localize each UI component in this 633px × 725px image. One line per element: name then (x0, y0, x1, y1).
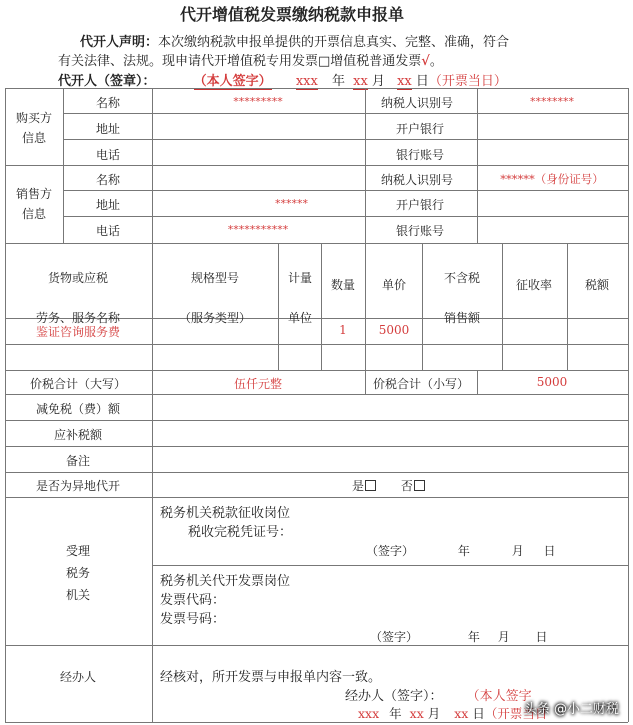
signer-line (58, 70, 507, 89)
watermark-text: 头条 @小二财税 (523, 702, 619, 717)
buyer-taxid-value: ******** (530, 95, 574, 108)
buyer-group-label (16, 108, 52, 148)
authority-group-label (66, 540, 90, 606)
buyer-name-value: ********* (233, 95, 283, 108)
handler-date-line (358, 704, 547, 722)
declaration-line2 (58, 50, 443, 69)
signer-year-value: xxx (295, 74, 318, 89)
authority-group-line2: 税务 (65, 566, 91, 580)
total-upper-label: 价税合计（大写） (29, 377, 127, 391)
seller-address-label: 地址 (96, 198, 121, 212)
signer-value: （本人签字） (193, 74, 272, 89)
handler-day-value: xx (454, 706, 469, 721)
declaration-line1 (80, 31, 509, 50)
handler-month: 月 (427, 706, 441, 721)
seller-group-label (16, 184, 52, 224)
authority-sign2-line (370, 628, 548, 645)
signer-month-value: xx (353, 74, 368, 89)
authority-voucher: 税收完税凭证号： (188, 525, 293, 540)
goods-row-unit-price: 5000 (378, 323, 410, 337)
tax-amount-header: 税额 (584, 278, 610, 292)
seller-address-value: ****** (275, 197, 308, 210)
seller-bank-label: 开户银行 (396, 198, 445, 212)
authority-sign1-month: 月 (511, 544, 524, 558)
unit-header (288, 258, 312, 338)
signer-month: 月 (371, 74, 385, 89)
signer-day-value: xx (397, 74, 412, 89)
declaration-text-2: 有关法律、法规。现申请代开增值税专用发票□增值税普通发票 (58, 54, 422, 69)
buyer-group-line1: 购买方 (15, 111, 53, 125)
supplement-label: 应补税额 (53, 428, 103, 442)
goods-name-header-line2: 劳务、服务名称 (35, 311, 121, 325)
authority-sign2-month: 月 (497, 630, 510, 644)
page-title: 代开增值税发票缴纳税款申报单 (180, 5, 405, 24)
total-lower-value: 5000 (536, 375, 568, 389)
authority-post2: 税务机关代开发票岗位 (160, 574, 291, 589)
authority-group-line3: 机关 (65, 588, 91, 602)
authority-sign2-day: 日 (535, 630, 548, 644)
handler-date-note: （开票当日 (484, 706, 548, 721)
total-upper-value: 伍仟元整 (233, 377, 283, 391)
buyer-group-line2: 信息 (21, 131, 47, 145)
buyer-taxid-label: 纳税人识别号 (381, 96, 454, 110)
seller-taxid-label: 纳税人识别号 (381, 173, 454, 187)
quantity-header: 数量 (330, 278, 356, 292)
handler-day: 日 (472, 706, 485, 721)
signer-year: 年 (331, 74, 345, 89)
spec-header-line2: （服务类型） (178, 311, 252, 325)
authority-sign1-day: 日 (543, 544, 556, 558)
seller-group-line1: 销售方 (15, 187, 53, 201)
seller-group-line2: 信息 (21, 207, 47, 221)
declaration-text-1: 本次缴纳税款申报单提供的开票信息真实、完整、准确，符合 (158, 35, 510, 50)
buyer-account-label: 银行账号 (396, 148, 445, 162)
yes-checkbox[interactable] (365, 480, 376, 491)
spec-header-line1: 规格型号 (190, 271, 240, 285)
invoice-number-label: 发票号码： (160, 612, 226, 627)
buyer-name-label: 名称 (96, 96, 121, 110)
signer-label: 代开人（签章）： (58, 74, 156, 89)
seller-name-label: 名称 (96, 173, 121, 187)
remark-label: 备注 (65, 454, 91, 468)
reduction-label: 减免税（费）额 (35, 402, 121, 416)
signer-day: 日 (415, 74, 429, 89)
total-lower-label: 价税合计（小写） (372, 377, 470, 391)
handler-month-value: xx (409, 706, 424, 721)
handler-sign-value: （本人签字 (466, 689, 532, 704)
spec-header (179, 258, 251, 338)
handler-year: 年 (389, 706, 402, 721)
signer-date-note: （开票当日） (428, 74, 507, 89)
handler-statement: 经核对，所开发票与申报单内容一致。 (160, 670, 382, 685)
authority-post1: 税务机关税款征收岗位 (160, 506, 291, 521)
goods-row-name: 鉴证咨询服务费 (35, 325, 121, 339)
authority-group-line1: 受理 (65, 544, 91, 558)
sales-amount-header-line2: 销售额 (443, 311, 481, 325)
buyer-address-label: 地址 (96, 122, 121, 136)
tax-rate-header: 征收率 (515, 278, 553, 292)
authority-sign2: （签字） (370, 630, 419, 644)
authority-sign1-line (366, 542, 556, 559)
goods-name-header-line1: 货物或应税 (47, 271, 109, 285)
other-place-label: 是否为异地代开 (35, 479, 121, 493)
other-place-yes-label: 是 (352, 479, 365, 493)
unit-header-line1: 计量 (287, 271, 313, 285)
other-place-options (352, 477, 426, 494)
seller-taxid-value: ******（身份证号） (500, 172, 604, 186)
sales-amount-header-line1: 不含税 (443, 271, 481, 285)
handler-label: 经办人 (59, 670, 97, 684)
no-checkbox[interactable] (414, 480, 425, 491)
declaration-label: 代开人声明： (80, 35, 159, 50)
seller-phone-value: *********** (227, 223, 289, 236)
checkmark-icon: √ (421, 54, 430, 69)
authority-sign1-year: 年 (457, 544, 470, 558)
handler-sign-label: 经办人（签字）： (345, 689, 443, 704)
seller-account-label: 银行账号 (396, 224, 445, 238)
buyer-bank-label: 开户银行 (396, 122, 445, 136)
handler-year-value: xxx (358, 706, 380, 721)
unit-price-header: 单价 (381, 278, 407, 292)
declaration-text-2-end: 。 (429, 54, 443, 69)
authority-sign2-year: 年 (467, 630, 480, 644)
other-place-no-label: 否 (400, 479, 413, 493)
goods-row-quantity: 1 (339, 323, 347, 337)
handler-sign-line (345, 685, 532, 704)
sales-amount-header (444, 258, 480, 338)
seller-phone-label: 电话 (96, 224, 121, 238)
authority-sign1: （签字） (366, 544, 415, 558)
unit-header-line2: 单位 (287, 311, 313, 325)
invoice-code-label: 发票代码： (160, 593, 226, 608)
buyer-phone-label: 电话 (96, 148, 121, 162)
